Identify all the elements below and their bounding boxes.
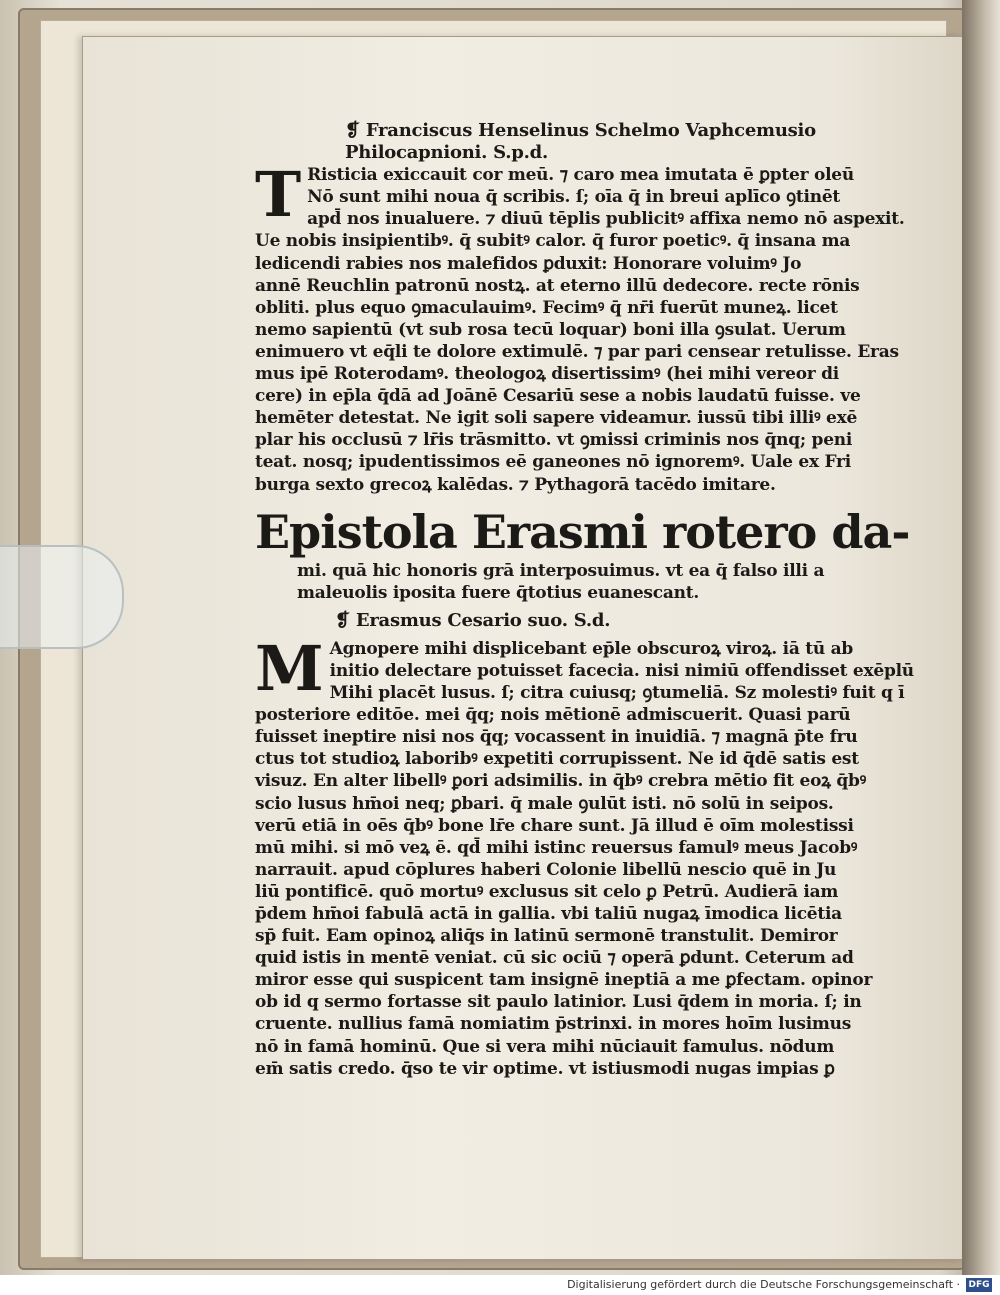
salutation: ❡ Erasmus Cesario suo. S.d. [335, 609, 611, 631]
letter2-line: scio lusus hm̄oi neq; ꝑbari. q̄ male ꝯulūt isti. nō solū in seipos. [255, 793, 834, 814]
section-title: Epistola Erasmi rotero da- [255, 504, 910, 559]
letter1-line: obliti. plus equo ꝯmaculauimꝰ. Fecimꝰ q̄ nr̄i fuerūt muneꝝ. licet [255, 297, 838, 318]
letter2-line: miror esse qui suspicent tam insignē ineptiā a me ꝑfectam. opinor [255, 970, 873, 991]
letter1-line: Risticia exiccauit cor meū. ⁊ caro mea imutata ē ꝑpter oleū [307, 165, 854, 186]
book-spine [962, 0, 1000, 1275]
letter2-line: posteriore editōe. mei q̄q; nois mētionē admiscuerit. Quasi parū [255, 705, 851, 726]
letter2-line: sp̄ fuit. Eam opinoꝝ aliq̄s in latinū sermonē transtulit. Demiror [255, 926, 838, 947]
letter2-line: liū pontificē. quō mortuꝰ exclusus sit celo ꝑ Petrū. Audierā iam [255, 881, 839, 902]
letter-two [255, 631, 914, 1080]
letter2-line: ob id q sermo fortasse sit paulo latinior. Lusi q̄dem in moria. ſ; in [255, 992, 862, 1013]
letter2-line: fuisset ineptire nisi nos q̄q; vocassent in inuidiā. ⁊ magnā p̄te fru [255, 727, 858, 748]
letter2-line: cruente. nullius famā nomiatim p̄strinxi. in mores hoīm lusimus [255, 1014, 852, 1035]
letter1-line: Nō sunt mihi noua q̄ scribis. ſ; oīa q̄ in breui aplīco ꝯtinēt [307, 187, 840, 208]
letter2-line: narrauit. apud cōplures haberi Colonie libellū nescio quē in Ju [255, 859, 837, 880]
letter2-line: Mihi placēt lusus. ſ; citra cuiusq; ꝯtumeliā. Sz molestiꝰ fuit q ī [329, 683, 905, 704]
letter2-line: em̄ satis credo. q̄so te vir optime. vt istiusmodi nugas impias ꝑ [255, 1058, 835, 1079]
letter2-line: verū etiā in oēs q̄bꝰ bone lr̄e chare sunt. Jā illud ē oīm molestissi [255, 815, 854, 836]
letter2-line: visuz. En alter libellꝰ ꝑori adsimilis. in q̄bꝰ crebra mētio fit eoꝝ q̄bꝰ [255, 771, 866, 792]
letter2-line: p̄dem hm̄oi fabulā actā in gallia. vbi taliū nugaꝝ īmodica licētia [255, 904, 842, 924]
letter1-line: hemēter detestat. Ne igit soli sapere videamur. iussū tibi illiꝰ exē [255, 408, 858, 429]
initial-capital-m: M [255, 631, 324, 705]
footer-bar [0, 1275, 1000, 1295]
section-subtitle-line: maleuolis iposita fuere q̄totius euanescant. [297, 582, 699, 603]
footer-credit: Digitalisierung gefördert durch die Deutsche Forschungsgemeinschaft · [567, 1278, 960, 1291]
letter2-line: quid istis in mentē veniat. cū sic ociū ⁊ operā ꝑdunt. Ceterum ad [255, 948, 854, 969]
letter1-line: Ue nobis insipientibꝰ. q̄ subitꝰ calor. q̄ furor poeticꝰ. q̄ insana ma [255, 231, 851, 252]
letter1-line: teat. nosq; ipudentissimos eē ganeones nō ignoremꝰ. Uale ex Fri [255, 452, 851, 473]
letter1-line: nemo sapientū (vt sub rosa tecū loquar) boni illa ꝯsulat. Uerum [255, 319, 846, 340]
letter1-line: annē Reuchlin patronū nostꝝ. at eterno illū dedecore. recte rōnis [255, 275, 860, 296]
letter1-line: apd̄ nos inualuere. ⁊ diuū tēplis publicitꝰ affixa nemo nō aspexit. [307, 209, 905, 230]
letter1-line: enimuero vt eq̄li te dolore extimulē. ⁊ par pari censear retulisse. Eras [255, 341, 899, 362]
letter2-line: nō in famā hominū. Que si vera mihi nūciauit famulus. nōdum [255, 1036, 835, 1057]
letter2-line: ctus tot studioꝝ laboribꝰ expetiti corrupissent. Ne id q̄dē satis est [255, 749, 859, 770]
letter1-line: ledicendi rabies nos malefidos ꝑduxit: Honorare voluimꝰ Jo [255, 253, 802, 274]
heading-line-1: ❡ Franciscus Henselinus Schelmo Vaphcemusio [345, 120, 816, 141]
letter2-line: Agnopere mihi displicebant ep̄le obscuroꝝ viroꝝ. iā tū ab [329, 638, 854, 659]
initial-capital-t: T [255, 158, 302, 232]
page-clip [0, 545, 124, 649]
letter1-line: cere) in ep̄la q̄dā ad Joānē Cesariū sese a nobis laudatū fuisse. ve [255, 386, 861, 407]
letter-one [255, 158, 905, 495]
letter1-line: burga sexto grecoꝝ kalēdas. ⁊ Pythagorā tacēdo imitare. [255, 474, 776, 495]
page-text [255, 120, 914, 1080]
letter1-line: plar his occlusū ⁊ lr̄is trāsmitto. vt ꝯmissi criminis nos q̄nq; peni [255, 430, 853, 451]
letter2-line: initio delectare potuisset facecia. nisi nimiū offendisset exēplū [329, 660, 914, 681]
letter1-line: mus ipē Roterodamꝰ. theologoꝝ disertissimꝰ (hei mihi vereor di [255, 364, 840, 385]
letter2-line: mū mihi. si mō veꝝ ē. qd̄ mihi istinc reuersus famulꝰ meus Jacobꝰ [255, 837, 858, 858]
section-subtitle-line: mi. quā hic honoris grā interposuimus. vt ea q̄ falso illi a [297, 560, 825, 581]
heading-line-2: Philocapnioni. S.p.d. [345, 142, 548, 164]
dfg-logo-icon: DFG [966, 1278, 992, 1292]
